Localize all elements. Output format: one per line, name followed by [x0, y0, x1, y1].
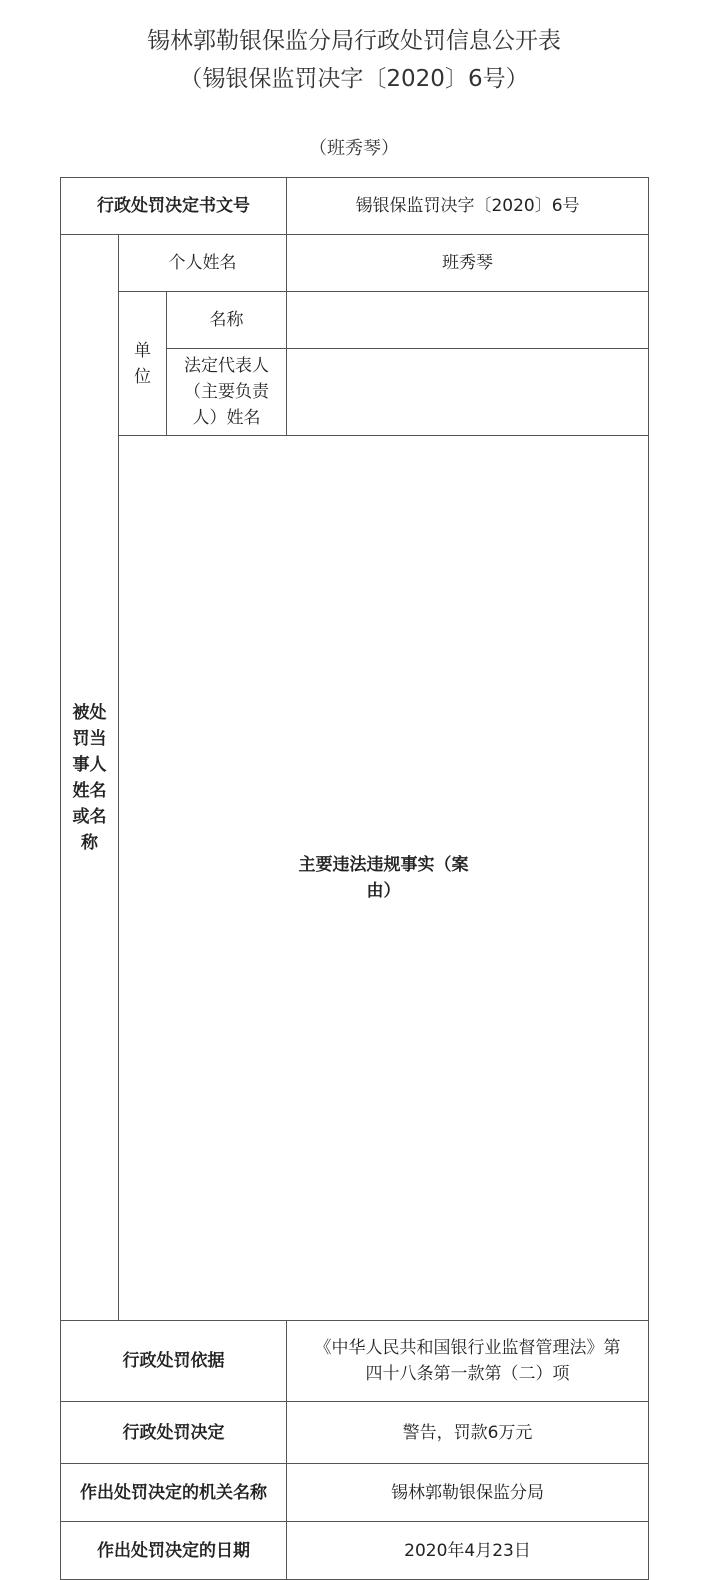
- basis-value: [287, 1321, 649, 1402]
- party-label-line: 或名: [72, 806, 107, 827]
- page-title: 锡林郭勒银保监分局行政处罚信息公开表: [147, 28, 561, 54]
- unit-label-line: 位: [134, 366, 151, 387]
- legal-rep-label: [167, 349, 287, 436]
- table-row: [61, 1522, 649, 1580]
- table-row: [61, 292, 649, 349]
- party-label-line: 被处: [72, 702, 107, 723]
- table-row: [61, 1321, 649, 1402]
- unit-name-label: 名称: [167, 292, 287, 349]
- decision-value: 警告，罚款6万元: [287, 1402, 649, 1464]
- individual-name-label: 个人姓名: [119, 235, 287, 292]
- table-row: [61, 1464, 649, 1522]
- table-row: [61, 1402, 649, 1464]
- authority-value: 锡林郭勒银保监分局: [287, 1464, 649, 1522]
- facts-label: [119, 436, 649, 1321]
- date-label: 作出处罚决定的日期: [61, 1522, 287, 1580]
- table-row: [61, 235, 649, 292]
- penalty-info-table: [60, 177, 649, 1580]
- individual-name-value: 班秀琴: [287, 235, 649, 292]
- party-label-line: 罚当: [72, 728, 107, 749]
- decision-number-title: （锡银保监罚决字〔2020〕6号）: [179, 66, 529, 92]
- party-label-line: 姓名: [72, 780, 107, 801]
- legal-rep-value: [287, 349, 649, 436]
- legal-rep-label-line: 人）姓名: [192, 408, 261, 428]
- unit-label-line: 单: [134, 340, 151, 361]
- party-label-line: 事人: [72, 754, 107, 775]
- basis-value-line: 《中华人民共和国银行业监督管理法》第: [314, 1338, 621, 1358]
- date-value: 2020年4月23日: [287, 1522, 649, 1580]
- unit-name-value: [287, 292, 649, 349]
- party-name-subtitle: （班秀琴）: [309, 138, 399, 159]
- legal-rep-label-line: 法定代表人: [184, 356, 269, 376]
- party-label-line: 称: [81, 832, 98, 853]
- basis-label: 行政处罚依据: [61, 1321, 287, 1402]
- facts-label-line: 主要违法违规事实（案: [298, 855, 469, 875]
- table-row: [61, 436, 649, 1321]
- unit-label: [119, 292, 167, 436]
- authority-label: 作出处罚决定的机关名称: [61, 1464, 287, 1522]
- table-row: [61, 178, 649, 235]
- basis-value-line: 四十八条第一款第（二）项: [365, 1364, 570, 1384]
- doc-number-value: 锡银保监罚决字〔2020〕6号: [287, 178, 649, 235]
- party-label: [61, 235, 119, 1321]
- legal-rep-label-line: （主要负责: [184, 382, 269, 402]
- decision-label: 行政处罚决定: [61, 1402, 287, 1464]
- facts-label-line: 由）: [366, 881, 401, 901]
- doc-number-label: 行政处罚决定书文号: [61, 178, 287, 235]
